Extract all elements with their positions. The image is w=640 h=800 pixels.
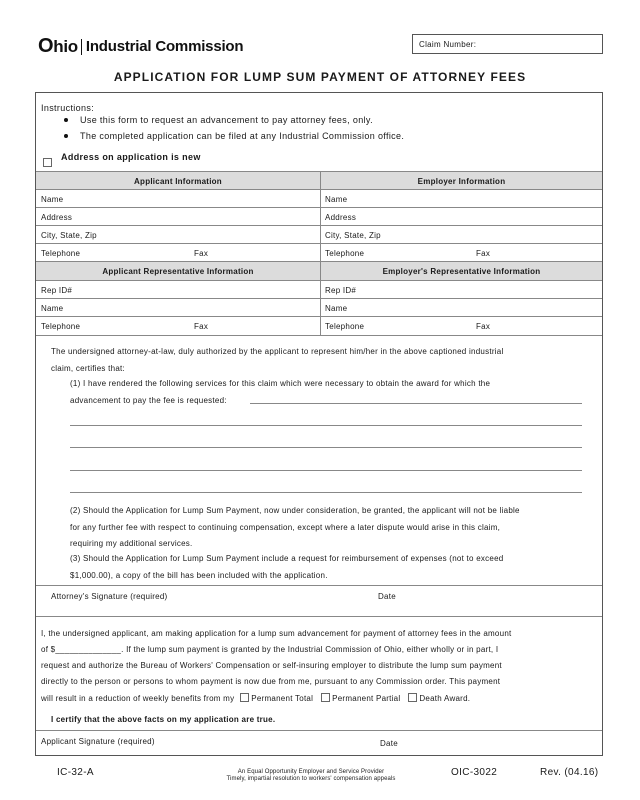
logo-ohio-text: hio bbox=[53, 37, 78, 56]
attorney-date-field[interactable]: Date bbox=[378, 592, 396, 601]
divider bbox=[36, 616, 602, 617]
divider bbox=[36, 261, 602, 262]
claim-number-label: Claim Number: bbox=[419, 40, 477, 49]
address-new-label: Address on application is new bbox=[61, 152, 201, 162]
certification-item3-line: $1,000.00), a copy of the bill has been included with the application. bbox=[70, 571, 328, 580]
certification-item3-line: (3) Should the Application for Lump Sum Payment include a request for reimbursement of expenses (not to exceed bbox=[70, 554, 504, 563]
bullet-icon bbox=[64, 118, 68, 122]
applicant-rep-fax-field[interactable]: Fax bbox=[194, 322, 209, 331]
divider bbox=[36, 189, 602, 190]
divider bbox=[36, 243, 602, 244]
certification-item2-line: for any further fee with respect to continuing compensation, except where a later dispute would arise in this claim, bbox=[70, 523, 501, 532]
revision: Rev. (04.16) bbox=[540, 767, 599, 778]
services-line[interactable] bbox=[70, 447, 582, 448]
employer-rep-heading: Employer's Representative Information bbox=[382, 267, 541, 276]
instructions-heading: Instructions: bbox=[41, 103, 95, 113]
applicant-address-field[interactable]: Address bbox=[41, 213, 73, 222]
eeo-statement bbox=[180, 769, 442, 782]
applicant-statement-line: request and authorize the Bureau of Workers' Compensation or self-insuring employer to distribute the lump sum payment bbox=[41, 661, 502, 670]
services-line[interactable] bbox=[70, 492, 582, 493]
applicant-rep-telephone-field[interactable]: Telephone bbox=[41, 322, 81, 331]
applicant-rep-name-field[interactable]: Name bbox=[41, 304, 64, 313]
services-line[interactable] bbox=[250, 403, 582, 404]
bullet-icon bbox=[64, 134, 68, 138]
permanent-partial-label: Permanent Partial bbox=[332, 694, 401, 703]
attorney-signature-field[interactable]: Attorney's Signature (required) bbox=[51, 592, 168, 601]
services-line[interactable] bbox=[70, 470, 582, 471]
employer-rep-name-field[interactable]: Name bbox=[325, 304, 348, 313]
address-new-checkbox[interactable] bbox=[43, 153, 52, 171]
death-award-checkbox[interactable] bbox=[408, 693, 417, 702]
services-line[interactable] bbox=[70, 425, 582, 426]
certification-item1-line: (1) I have rendered the following services for this claim which were necessary to obtain the award for which the bbox=[70, 379, 491, 388]
applicant-fax-field[interactable]: Fax bbox=[194, 249, 209, 258]
claim-number-field[interactable] bbox=[412, 34, 603, 54]
divider bbox=[36, 225, 602, 226]
applicant-statement-line: of $______________. If the lump sum payment is granted by the Industrial Commission of Ohio, either wholly or in part, I bbox=[41, 645, 499, 654]
divider bbox=[36, 585, 602, 586]
form-title: APPLICATION FOR LUMP SUM PAYMENT OF ATTORNEY FEES bbox=[113, 70, 527, 84]
employer-telephone-field[interactable]: Telephone bbox=[325, 249, 365, 258]
applicant-rep-id-field[interactable]: Rep ID# bbox=[41, 286, 73, 295]
eeo-line: An Equal Opportunity Employer and Service Provider bbox=[237, 769, 385, 775]
certification-intro-line: The undersigned attorney-at-law, duly authorized by the applicant to represent him/her in the above captioned industrial bbox=[51, 347, 504, 356]
divider bbox=[36, 171, 602, 172]
applicant-city-field[interactable]: City, State, Zip bbox=[41, 231, 97, 240]
form-id: IC-32-A bbox=[57, 767, 94, 778]
applicant-telephone-field[interactable]: Telephone bbox=[41, 249, 81, 258]
divider bbox=[36, 730, 602, 731]
applicant-signature-field[interactable]: Applicant Signature (required) bbox=[41, 737, 155, 746]
employer-city-field[interactable]: City, State, Zip bbox=[325, 231, 381, 240]
employer-name-field[interactable]: Name bbox=[325, 195, 348, 204]
eeo-line: Timely, impartial resolution to workers' compensation appeals bbox=[226, 776, 396, 782]
employer-rep-telephone-field[interactable]: Telephone bbox=[325, 322, 365, 331]
certification-item1-line: advancement to pay the fee is requested: bbox=[70, 396, 227, 405]
certification-item2-line: (2) Should the Application for Lump Sum Payment, now under consideration, be granted, the applicant will not be liable bbox=[70, 506, 520, 515]
divider bbox=[36, 298, 602, 299]
instruction-item: Use this form to request an advancement to pay attorney fees, only. bbox=[80, 115, 373, 125]
divider bbox=[36, 335, 602, 336]
employer-info-heading: Employer Information bbox=[417, 177, 506, 186]
death-award-label: Death Award. bbox=[419, 694, 471, 703]
certify-statement: I certify that the above facts on my application are true. bbox=[51, 715, 276, 724]
employer-address-field[interactable]: Address bbox=[325, 213, 357, 222]
divider bbox=[36, 316, 602, 317]
divider bbox=[36, 280, 602, 281]
applicant-name-field[interactable]: Name bbox=[41, 195, 64, 204]
logo-divider bbox=[81, 39, 82, 55]
logo-ohio-initial: O bbox=[38, 35, 54, 57]
certification-item2-line: requiring my additional services. bbox=[70, 539, 193, 548]
instruction-item: The completed application can be filed at any Industrial Commission office. bbox=[80, 131, 405, 141]
employer-rep-id-field[interactable]: Rep ID# bbox=[325, 286, 357, 295]
applicant-statement-line: directly to the person or persons to whom payment is now due from me, pursuant to any Commission order. This payment bbox=[41, 677, 501, 686]
ohio-ic-logo bbox=[38, 35, 243, 58]
applicant-statement-line: will result in a reduction of weekly benefits from my bbox=[41, 694, 235, 703]
permanent-total-label: Permanent Total bbox=[251, 694, 314, 703]
permanent-total-checkbox[interactable] bbox=[240, 693, 249, 702]
certification-intro-line: claim, certifies that: bbox=[51, 364, 125, 373]
benefit-reduction-row bbox=[41, 693, 470, 703]
applicant-date-field[interactable]: Date bbox=[380, 739, 398, 748]
logo-agency-text: Industrial Commission bbox=[85, 38, 244, 55]
checkbox-icon bbox=[43, 158, 52, 167]
applicant-rep-heading: Applicant Representative Information bbox=[102, 267, 254, 276]
applicant-info-heading: Applicant Information bbox=[134, 177, 222, 186]
divider bbox=[36, 207, 602, 208]
oic-code: OIC-3022 bbox=[451, 767, 498, 778]
employer-fax-field[interactable]: Fax bbox=[476, 249, 491, 258]
employer-rep-fax-field[interactable]: Fax bbox=[476, 322, 491, 331]
permanent-partial-checkbox[interactable] bbox=[321, 693, 330, 702]
applicant-statement-line: I, the undersigned applicant, am making application for a lump sum advancement for payment of attorney fees in the amount bbox=[41, 629, 512, 638]
application-form bbox=[35, 92, 603, 756]
